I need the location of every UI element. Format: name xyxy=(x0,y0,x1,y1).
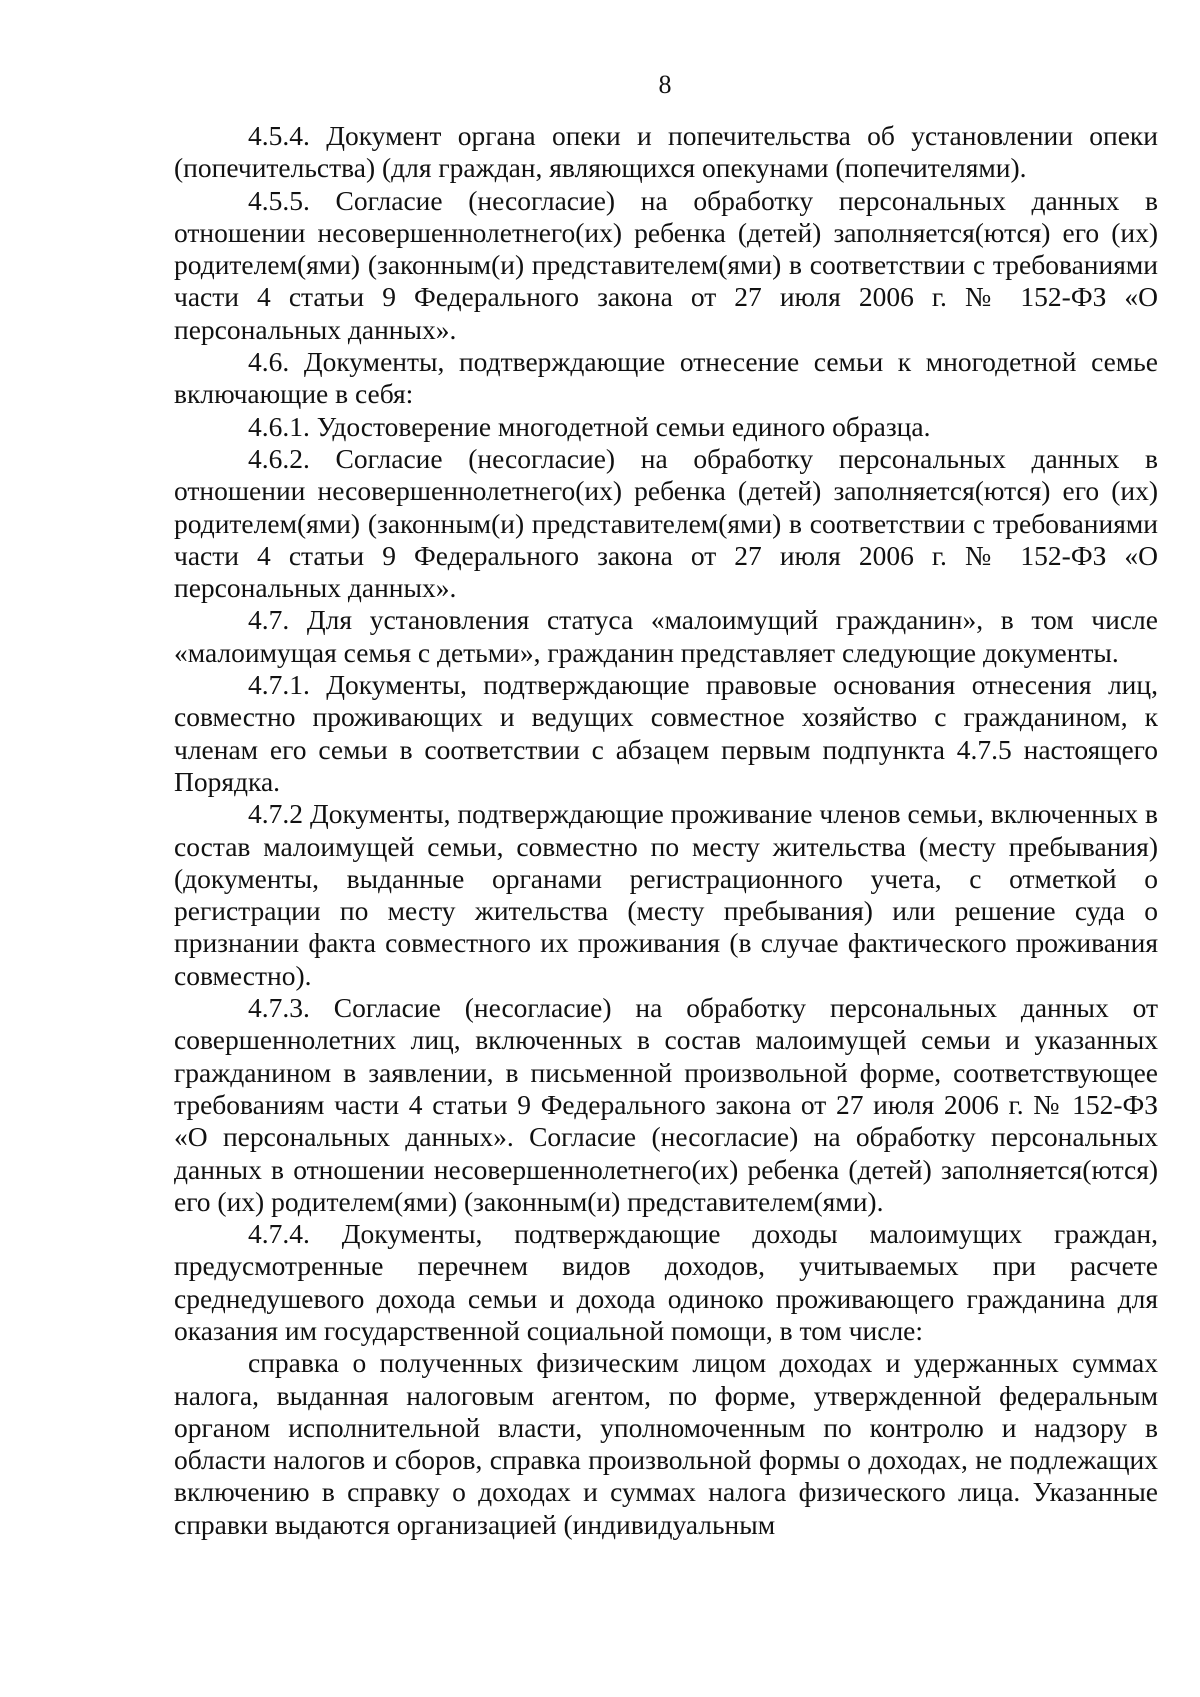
paragraph-4-5-5: 4.5.5. Согласие (несогласие) на обработку персональных данных в отношении несовершеннолетнего(их) ребенка (детей) заполняется(ются) его (их) родителем(ями) (законным(и) представителем(ями) в соответствии с требованиями части 4 статьи 9 Федерального закона от 27 июля 2006 г. № 152-ФЗ «О персональных данных». xyxy=(174,184,1158,345)
paragraph-4-6: 4.6. Документы, подтверждающие отнесение семьи к многодетной семье включающие в себя: xyxy=(174,346,1158,410)
paragraph-4-6-2: 4.6.2. Согласие (несогласие) на обработку персональных данных в отношении несовершеннолетнего(их) ребенка (детей) заполняется(ются) его (их) родителем(ями) (законным(и) представителем(ями) в соответствии с требованиями части 4 статьи 9 Федерального закона от 27 июля 2006 г. № 152-ФЗ «О персональных данных». xyxy=(174,442,1158,604)
paragraph-4-7-3: 4.7.3. Согласие (несогласие) на обработку персональных данных от совершеннолетних лиц, включенных в состав малоимущей семьи и указанных гражданином в заявлении, в письменной произвольной форме, соответствующее требованиям части 4 статьи 9 Федерального закона от 27 июля 2006 г. № 152-ФЗ «О персональных данных». Согласие (несогласие) на обработку персональных данных в отношении несовершеннолетнего(их) ребенка (детей) заполняется(ются) его (их) родителем(ями) (законным(и) представителем(ями). xyxy=(174,992,1158,1217)
paragraph-4-5-4: 4.5.4. Документ органа опеки и попечительства об установлении опеки (попечительства) (для граждан, являющихся опекунами (попечителями). xyxy=(174,120,1158,184)
paragraph-4-7-2: 4.7.2 Документы, подтверждающие проживание членов семьи, включенных в состав малоимущей семьи, совместно по месту жительства (месту пребывания) (документы, выданные органами регистрационного учета, с отметкой о регистрации по месту жительства (месту пребывания) или решение суда о признании факта совместного их проживания (в случае фактического проживания совместно). xyxy=(174,798,1158,991)
paragraph-4-6-1: 4.6.1. Удостоверение многодетной семьи единого образца. xyxy=(248,410,931,442)
document-body xyxy=(174,120,1158,1541)
paragraph-4-7-4: 4.7.4. Документы, подтверждающие доходы малоимущих граждан, предусмотренные перечнем видов доходов, учитываемых при расчете среднедушевого дохода семьи и дохода одиноко проживающего гражданина для оказания им государственной социальной помощи, в том числе: xyxy=(174,1218,1158,1346)
paragraph-4-7: 4.7. Для установления статуса «малоимущий гражданин», в том числе «малоимущая семья с детьми», гражданин представляет следующие документы. xyxy=(174,604,1158,668)
paragraph-4-7-1: 4.7.1. Документы, подтверждающие правовые основания отнесения лиц, совместно проживающих и ведущих совместное хозяйство с гражданином, к членам его семьи в соответствии с абзацем первым подпункта 4.7.5 настоящего Порядка. xyxy=(174,669,1158,797)
page-number: 8 xyxy=(658,70,672,99)
paragraph-income-certificate: справка о полученных физическим лицом доходах и удержанных суммах налога, выданная налоговым агентом, по форме, утвержденной федеральным органом исполнительной власти, уполномоченным по контролю и надзору в области налогов и сборов, справка произвольной формы о доходах, не подлежащих включению в справку о доходах и суммах налога физического лица. Указанные справки выдаются организацией (индивидуальным xyxy=(174,1347,1158,1540)
